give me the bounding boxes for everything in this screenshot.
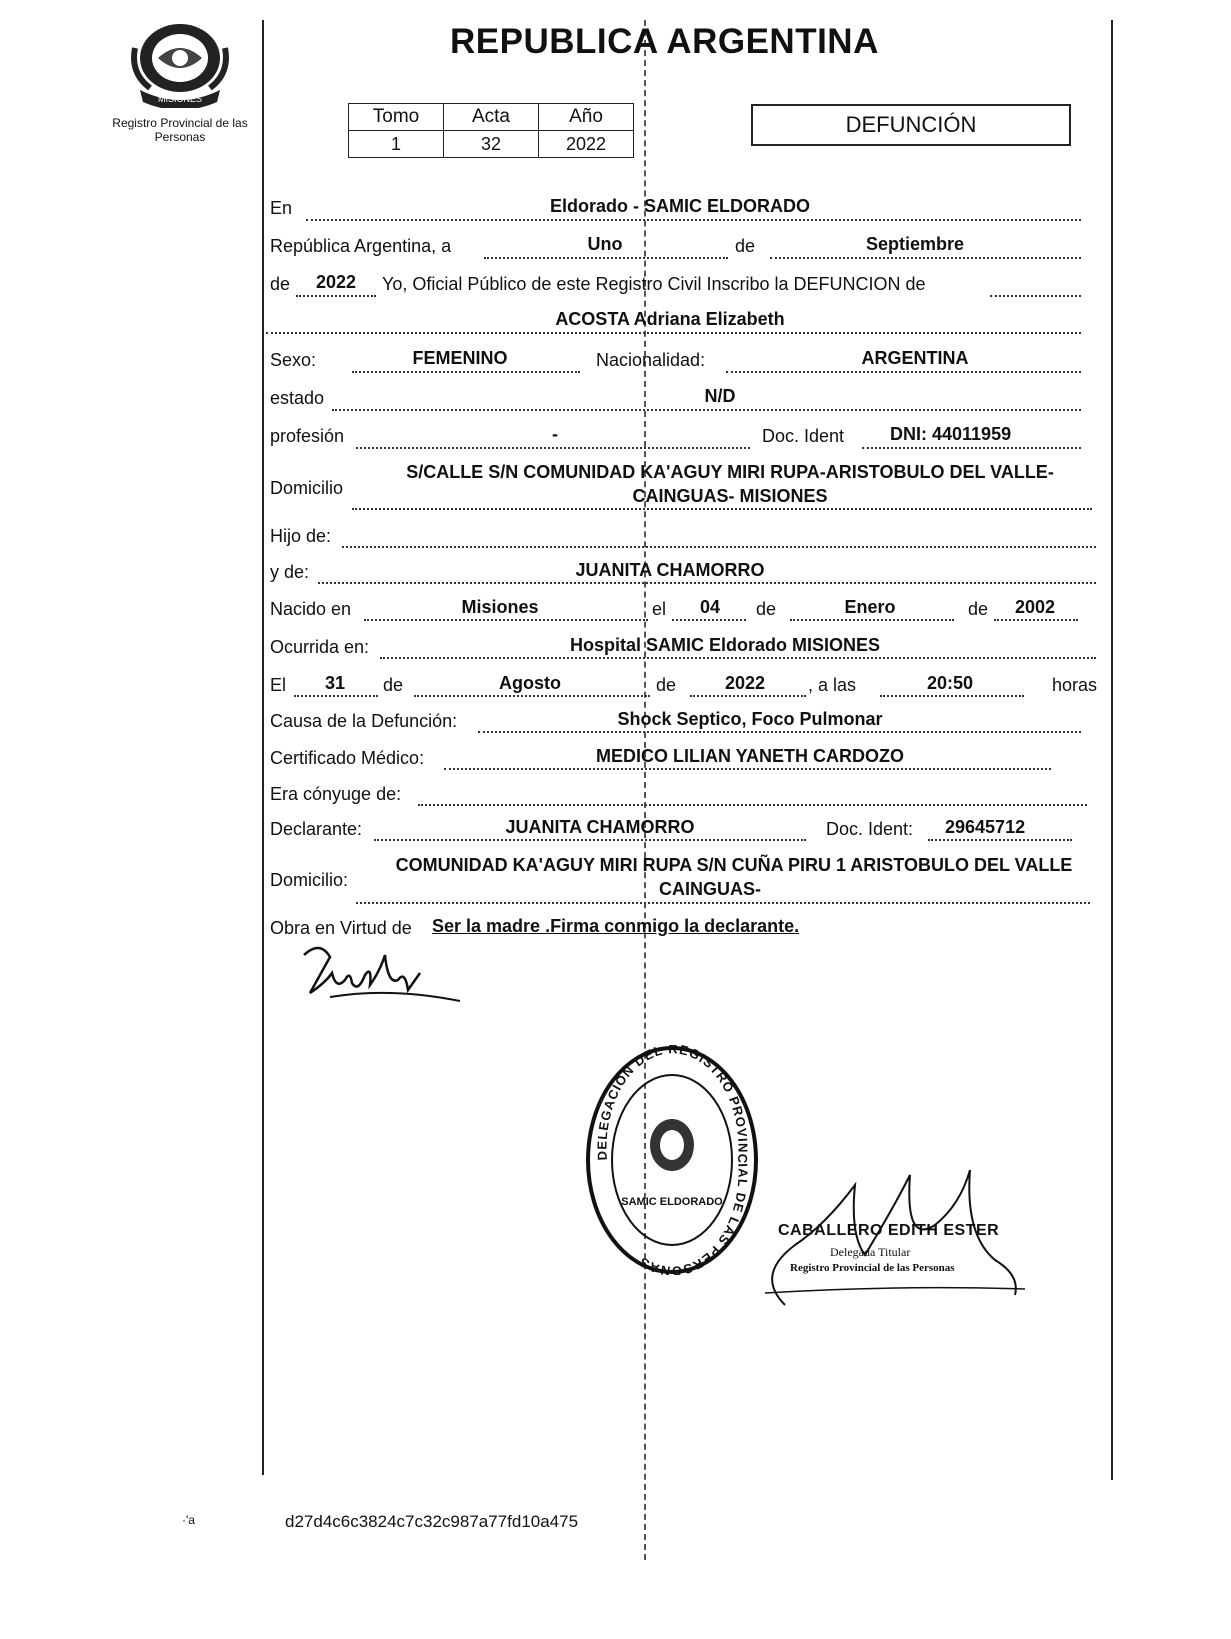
acta-header: Acta [444,104,539,131]
death-de-label: de [383,675,404,695]
right-border-line [1111,20,1113,1480]
death-day-value: 31 [324,673,346,693]
place-dots [306,219,1081,221]
reg-de-label: de [735,236,756,256]
declarant-signature-icon [290,935,465,1010]
estado-label: estado [270,388,325,408]
acta-value: 32 [444,131,539,158]
obra-value: Ser la madre .Firma conmigo la declarante. [432,916,800,936]
reg-year-value: 2022 [315,272,357,292]
birth-month-value: Enero [844,597,896,617]
nacionalidad-label: Nacionalidad: [596,350,706,370]
seal-center-text: SAMIC ELDORADO [621,1196,723,1208]
ocurrida-dots [380,657,1096,659]
death-day-dots [294,695,378,697]
certificado-dots [444,768,1051,770]
doc-ident-dots [862,447,1081,449]
tomo-value: 1 [349,131,444,158]
inscribo-dots [990,295,1081,297]
tomo-header: Tomo [349,104,444,131]
inscribo-text: Yo, Oficial Público de este Registro Civil Inscribo la DEFUNCION de [382,274,926,294]
yde-label: y de: [270,562,310,582]
sexo-dots [352,371,580,373]
doc-ident2-value: 29645712 [945,817,1026,837]
domicilio-line1: S/CALLE S/N COMUNIDAD KA'AGUY MIRI RUPA-ARISTOBULO DEL VALLE- [406,462,1054,482]
doc-ident-label: Doc. Ident [762,426,845,446]
record-table [348,103,634,158]
death-time-value: 20:50 [926,673,974,693]
death-year-value: 2022 [724,673,766,693]
death-el-label: El [270,675,287,695]
death-month-dots [414,695,650,697]
sexo-value: FEMENINO [412,348,508,368]
death-de2-label: de [656,675,677,695]
anio-header: Año [539,104,634,131]
birth-de2-label: de [968,599,989,619]
domicilio2-line1: COMUNIDAD KA'AGUY MIRI RUPA S/N CUÑA PIRU 1 ARISTOBULO DEL VALLE [395,855,1073,875]
ocurrida-label: Ocurrida en: [270,637,370,657]
estado-value: N/D [704,386,736,406]
official-signature-icon [745,1165,1045,1315]
profesion-label: profesión [270,426,345,446]
deceased-name: ACOSTA Adriana Elizabeth [555,309,785,329]
coat-banner-text: MISIONES [157,94,203,104]
reg-year-dots [296,295,376,297]
certificado-label: Certificado Médico: [270,748,425,768]
doc-ident2-label: Doc. Ident: [826,819,914,839]
sexo-label: Sexo: [270,350,317,370]
reg-day-dots [484,257,728,259]
hijo-dots [342,546,1096,548]
causa-dots [478,731,1081,733]
document-hash: d27d4c6c3824c7c32c987a77fd10a475 [285,1512,579,1531]
official-registry: Registro Provincial de las Personas [790,1262,955,1274]
nacionalidad-dots [726,371,1081,373]
hijo-label: Hijo de: [270,526,332,546]
coat-of-arms-icon [125,18,235,108]
birth-de-label: de [756,599,777,619]
conyuge-label: Era cónyuge de: [270,784,402,804]
causa-label: Causa de la Defunción: [270,711,458,731]
domicilio2-line2: CAINGUAS- [659,879,761,899]
domicilio-label: Domicilio [270,478,344,498]
domicilio2-dots [356,902,1090,904]
en-label: En [270,198,293,218]
nacido-dots [364,619,648,621]
doc-ident2-dots [928,839,1072,841]
left-border-line [262,20,264,1475]
birth-day-dots [672,619,746,621]
causa-value: Shock Septico, Foco Pulmonar [617,709,883,729]
death-month-value: Agosto [499,673,561,693]
el-label: el [652,599,667,619]
horas-label: horas [1052,675,1098,695]
estado-dots [332,409,1081,411]
reg-month-value: Septiembre [865,234,965,254]
footer-mark: ·'a [182,1513,195,1527]
profesion-dots [356,447,750,449]
declarante-value: JUANITA CHAMORRO [505,817,695,837]
year-de-label: de [270,274,291,294]
document-type-box [751,104,1071,146]
birth-year-value: 2002 [1014,597,1056,617]
ocurrida-value: Hospital SAMIC Eldorado MISIONES [569,635,881,655]
alas-label: , a las [808,675,857,695]
registry-name: Registro Provincial de las Personas [112,116,248,144]
official-name: CABALLERO EDITH ESTER [778,1222,1000,1239]
yde-value: JUANITA CHAMORRO [575,560,765,580]
reg-day-value: Uno [587,234,623,254]
document-type: DEFUNCIÓN [845,112,977,137]
profesion-value: - [552,424,558,444]
domicilio-dots [352,508,1092,510]
declarante-dots [374,839,806,841]
declarante-label: Declarante: [270,819,363,839]
yde-dots [318,582,1096,584]
birth-month-dots [790,619,954,621]
certificado-value: MEDICO LILIAN YANETH CARDOZO [595,746,904,766]
official-seal-icon [585,1045,760,1275]
official-role: Delegada Titular [830,1245,911,1259]
death-time-dots [880,695,1024,697]
conyuge-dots [418,804,1087,806]
birth-day-value: 04 [699,597,721,617]
reg-month-dots [770,257,1081,259]
nacionalidad-value: ARGENTINA [861,348,969,368]
domicilio2-label: Domicilio: [270,870,349,890]
nacido-value: Misiones [461,597,539,617]
republic-label: República Argentina, a [270,236,452,256]
seal-text: DELEGACION DEL REGISTRO PROVINCIAL DE LAS PERSONAS [594,1045,751,1275]
page-title: REPUBLICA ARGENTINA [450,22,879,61]
nacido-label: Nacido en [270,599,352,619]
obra-label: Obra en Virtud de [270,918,412,938]
name-dots [266,332,1081,334]
place-value: Eldorado - SAMIC ELDORADO [550,196,810,216]
birth-year-dots [994,619,1078,621]
anio-value: 2022 [539,131,634,158]
death-year-dots [690,695,806,697]
domicilio-line2: CAINGUAS- MISIONES [632,486,828,506]
doc-ident-value: DNI: 44011959 [890,424,1012,444]
